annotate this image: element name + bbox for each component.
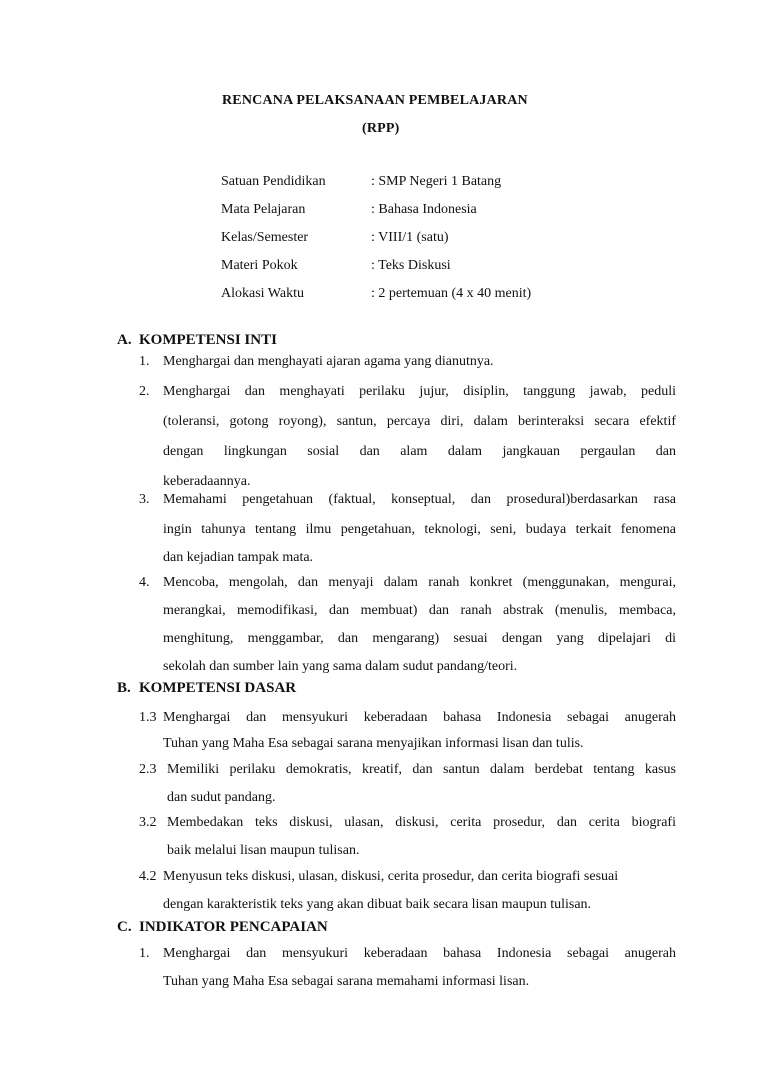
item-line: ingin tahunya tentang ilmu pengetahuan, teknologi, seni, budaya terkait fenomena — [163, 522, 676, 537]
identity-value: : VIII/1 (satu) — [371, 230, 449, 245]
identity-label: Satuan Pendidikan — [221, 174, 326, 189]
item-number: 2.3 — [139, 762, 157, 777]
item-line: Menyusun teks diskusi, ulasan, diskusi, cerita prosedur, dan cerita biografi sesuai — [163, 869, 619, 884]
item-number: 3.2 — [139, 815, 157, 830]
identity-label: Mata Pelajaran — [221, 202, 306, 217]
identity-row — [221, 285, 531, 313]
identity-table — [221, 173, 531, 313]
item-line: sekolah dan sumber lain yang sama dalam sudut pandang/teori. — [163, 659, 518, 674]
item-line: dan sudut pandang. — [167, 790, 276, 805]
section-heading-c — [117, 919, 328, 936]
item-line: Menghargai dan mensyukuri keberadaan bahasa Indonesia sebagai anugerah — [163, 710, 676, 725]
identity-label: Materi Pokok — [221, 258, 298, 273]
title-line-1: RENCANA PELAKSANAAN PEMBELAJARAN — [222, 93, 528, 108]
item-line: Memiliki perilaku demokratis, kreatif, dan santun dalam berdebat tentang kasus — [167, 762, 676, 777]
identity-row — [221, 173, 531, 201]
item-line: Tuhan yang Maha Esa sebagai sarana memahami informasi lisan. — [163, 974, 530, 989]
item-number: 1. — [139, 946, 150, 961]
item-line: Menghargai dan menghayati perilaku jujur, disiplin, tanggung jawab, peduli — [163, 384, 676, 399]
section-letter: B. — [117, 680, 131, 696]
section-heading-b — [117, 680, 296, 697]
item-number: 1.3 — [139, 710, 157, 725]
section-title: INDIKATOR PENCAPAIAN — [139, 919, 328, 935]
section-letter: A. — [117, 332, 132, 348]
identity-value: : 2 pertemuan (4 x 40 menit) — [371, 286, 532, 301]
item-number: 4.2 — [139, 869, 157, 884]
identity-row — [221, 257, 531, 285]
identity-value: : Bahasa Indonesia — [371, 202, 477, 217]
item-number: 3. — [139, 492, 150, 507]
item-line: dengan karakteristik teks yang akan dibuat baik secara lisan maupun tulisan. — [163, 897, 592, 912]
identity-label: Kelas/Semester — [221, 230, 309, 245]
identity-row — [221, 201, 531, 229]
item-line: Menghargai dan mensyukuri keberadaan bahasa Indonesia sebagai anugerah — [163, 946, 676, 961]
identity-value: : Teks Diskusi — [371, 258, 451, 273]
item-line: menghitung, menggambar, dan mengarang) sesuai dengan yang dipelajari di — [163, 631, 676, 646]
item-line: dan kejadian tampak mata. — [163, 550, 314, 565]
section-heading-a — [117, 332, 277, 349]
item-line: keberadaannya. — [163, 474, 251, 489]
section-title: KOMPETENSI DASAR — [139, 680, 297, 696]
item-number: 1. — [139, 354, 150, 369]
item-number: 4. — [139, 575, 150, 590]
title-line-2: (RPP) — [362, 121, 400, 136]
item-line: Membedakan teks diskusi, ulasan, diskusi, cerita prosedur, dan cerita biografi — [167, 815, 676, 830]
identity-row — [221, 229, 531, 257]
section-title: KOMPETENSI INTI — [139, 332, 277, 348]
identity-label: Alokasi Waktu — [221, 286, 304, 301]
section-letter: C. — [117, 919, 132, 935]
identity-value: : SMP Negeri 1 Batang — [371, 174, 502, 189]
item-line: baik melalui lisan maupun tulisan. — [167, 843, 360, 858]
item-line: Menghargai dan menghayati ajaran agama yang dianutnya. — [163, 354, 494, 369]
item-line: (toleransi, gotong royong), santun, percaya diri, dalam berinteraksi secara efektif — [163, 414, 676, 429]
item-line: merangkai, memodifikasi, dan membuat) dan ranah abstrak (menulis, membaca, — [163, 603, 676, 618]
item-line: Tuhan yang Maha Esa sebagai sarana menyajikan informasi lisan dan tulis. — [163, 736, 584, 751]
item-number: 2. — [139, 384, 150, 399]
item-line: Memahami pengetahuan (faktual, konseptual, dan prosedural)berdasarkan rasa — [163, 492, 676, 507]
item-line: Mencoba, mengolah, dan menyaji dalam ranah konkret (menggunakan, mengurai, — [163, 575, 676, 590]
item-line: dengan lingkungan sosial dan alam dalam jangkauan pergaulan dan — [163, 444, 676, 459]
